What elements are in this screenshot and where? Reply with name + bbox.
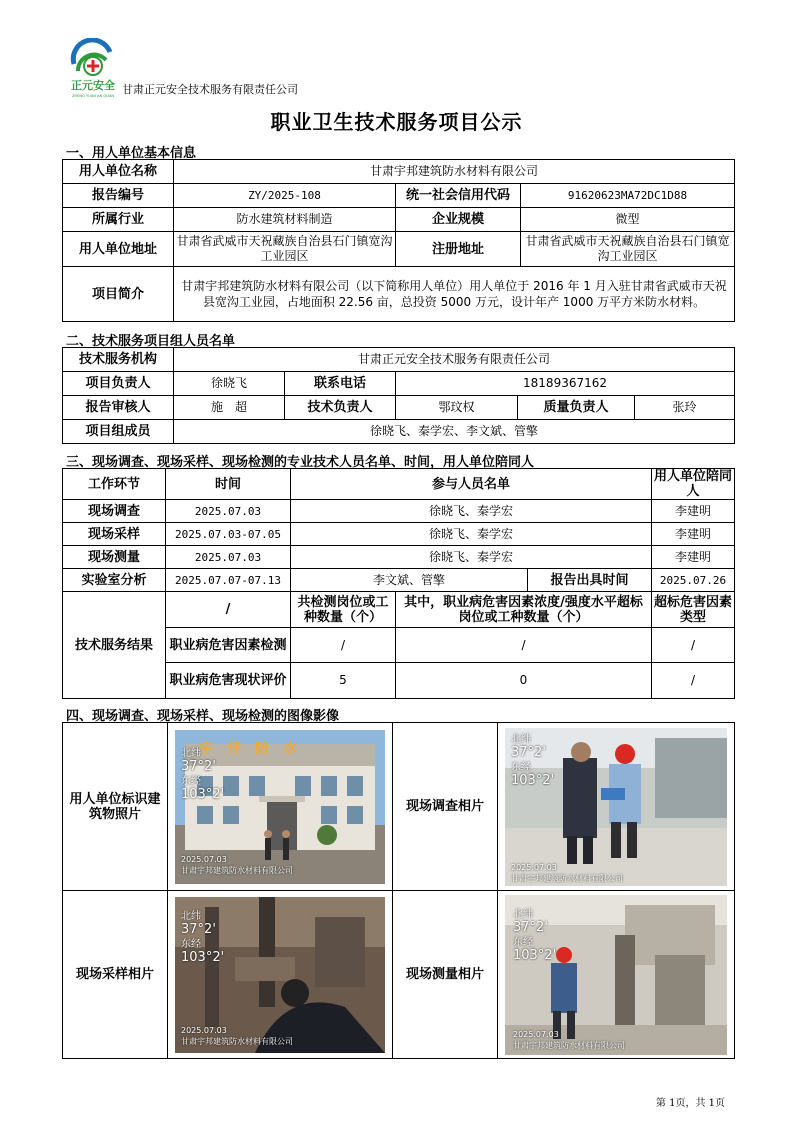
count-header: 共检测岗位或工种数量（个） — [291, 592, 396, 628]
section4-heading: 四、现场调查、现场采样、现场检测的图像影像 — [66, 709, 340, 724]
measure-photo — [505, 895, 727, 1055]
table-row — [63, 546, 735, 569]
people-cell: 徐晓飞、秦学宏 — [291, 523, 652, 546]
address-value: 甘肃省武威市天祝藏族自治县石门镇宽沟工业园区 — [174, 232, 396, 267]
lat-label: 北纬 — [181, 910, 201, 922]
report-no-label: 报告编号 — [63, 184, 174, 208]
lat-label: 北纬 — [511, 733, 531, 745]
table-row — [63, 723, 735, 891]
section1-heading: 一、用人单位基本信息 — [66, 146, 197, 161]
col-escort-header: 用人单位陪同人 — [652, 469, 735, 500]
photo-date: 2025.07.03 — [513, 1029, 559, 1039]
leader-label: 项目负责人 — [63, 372, 174, 396]
phone-value: 18189367162 — [396, 372, 735, 396]
sampling-photo-label: 现场采样相片 — [63, 891, 168, 1059]
lat-label: 北纬 — [513, 908, 533, 920]
address-label: 用人单位地址 — [63, 232, 174, 267]
lab-label: 实验室分析 — [63, 569, 166, 592]
lon-value: 103°2' — [181, 949, 225, 965]
table-row — [63, 267, 735, 322]
photo-date: 2025.07.03 — [181, 854, 227, 864]
intro-label: 项目简介 — [63, 267, 174, 322]
results-label: 技术服务结果 — [63, 592, 166, 699]
table-row — [63, 469, 735, 500]
col-time-header: 时间 — [166, 469, 291, 500]
sampling-photo-cell — [168, 891, 393, 1059]
time-cell: 2025.07.03-07.05 — [166, 523, 291, 546]
escort-cell: 李建明 — [652, 500, 735, 523]
credit-code-label: 统一社会信用代码 — [396, 184, 521, 208]
report-date-label: 报告出具时间 — [528, 569, 652, 592]
logo-text: 正元安全 — [71, 79, 115, 92]
col-stage-header: 工作环节 — [63, 469, 166, 500]
table-row — [63, 348, 735, 372]
credit-code-value: 91620623MA72DC1D88 — [521, 184, 735, 208]
col-people-header: 参与人员名单 — [291, 469, 652, 500]
reg-address-value: 甘肃省武威市天祝藏族自治县石门镇宽沟工业园区 — [521, 232, 735, 267]
stage-cell: 现场采样 — [63, 523, 166, 546]
table-row — [63, 232, 735, 267]
lab-time: 2025.07.07-07.13 — [166, 569, 291, 592]
quality-label: 质量负责人 — [518, 396, 635, 420]
lab-people: 李文斌、管擎 — [291, 569, 528, 592]
building-photo-cell — [168, 723, 393, 891]
tech-label: 技术负责人 — [285, 396, 396, 420]
time-cell: 2025.07.03 — [166, 500, 291, 523]
building-photo-label: 用人单位标识建筑物照片 — [63, 723, 168, 891]
lon-value: 103°2' — [181, 786, 225, 802]
members-label: 项目组成员 — [63, 420, 174, 444]
r1-exceed: / — [396, 628, 652, 663]
phone-label: 联系电话 — [285, 372, 396, 396]
photo-org: 甘肃宇邦建筑防水材料有限公司 — [181, 865, 293, 875]
table-row — [63, 500, 735, 523]
employer-label: 用人单位名称 — [63, 160, 174, 184]
survey-photo-cell — [498, 723, 735, 891]
escort-cell: 李建明 — [652, 523, 735, 546]
industry-value: 防水建筑材料制造 — [174, 208, 396, 232]
table-row — [63, 569, 735, 592]
lon-value: 103°2' — [511, 772, 555, 788]
employer-info-table — [62, 159, 735, 322]
table-row — [63, 891, 735, 1059]
section3-heading: 三、现场调查、现场采样、现场检测的专业技术人员名单、时间，用人单位陪同人 — [66, 455, 535, 470]
lat-value: 37°2' — [513, 919, 548, 935]
lat-label: 北纬 — [181, 747, 201, 759]
table-row — [63, 372, 735, 396]
survey-photo — [505, 728, 727, 886]
lon-label: 东经 — [511, 761, 531, 773]
tech-value: 鄂玟权 — [396, 396, 518, 420]
reg-address-label: 注册地址 — [396, 232, 521, 267]
lon-value: 103°2' — [513, 947, 557, 963]
r1-label: 职业病危害因素检测 — [166, 628, 291, 663]
lat-value: 37°2' — [181, 921, 216, 937]
table-row — [63, 396, 735, 420]
photo-org: 甘肃宇邦建筑防水材料有限公司 — [513, 1040, 625, 1050]
page-number: 第 1页，共 1页 — [655, 1098, 725, 1109]
reviewer-label: 报告审核人 — [63, 396, 174, 420]
r2-exceed: 0 — [396, 663, 652, 699]
table-row — [63, 208, 735, 232]
time-cell: 2025.07.03 — [166, 546, 291, 569]
photo-table — [62, 722, 735, 1059]
agency-label: 技术服务机构 — [63, 348, 174, 372]
stage-cell: 现场调查 — [63, 500, 166, 523]
table-row — [63, 184, 735, 208]
page-title: 职业卫生技术服务项目公示 — [270, 110, 523, 134]
intro-value: 甘肃宇邦建筑防水材料有限公司（以下简称用人单位）用人单位于 2016 年 1 月入驻甘肃省武威市天祝县宽沟工业园，占地面积 22.56 亩，总投资 5000 万元，设计年产 1000 万平方米防水材料。 — [174, 267, 735, 322]
photo-date: 2025.07.03 — [511, 862, 557, 872]
table-row — [63, 592, 735, 628]
logo-subtext: ZHENG YUAN AN QUAN — [71, 94, 115, 98]
scale-label: 企业规模 — [396, 208, 521, 232]
company-name-header: 甘肃正元安全技术服务有限责任公司 — [122, 83, 298, 96]
r1-count: / — [291, 628, 396, 663]
scale-value: 微型 — [521, 208, 735, 232]
lon-label: 东经 — [513, 936, 533, 948]
team-table — [62, 347, 735, 444]
r1-type: / — [652, 628, 735, 663]
r2-type: / — [652, 663, 735, 699]
report-date-value: 2025.07.26 — [652, 569, 735, 592]
employer-value: 甘肃宇邦建筑防水材料有限公司 — [174, 160, 735, 184]
stage-cell: 现场测量 — [63, 546, 166, 569]
survey-photo-label: 现场调查相片 — [393, 723, 498, 891]
results-slash: / — [166, 592, 291, 628]
r2-label: 职业病危害现状评价 — [166, 663, 291, 699]
industry-label: 所属行业 — [63, 208, 174, 232]
report-no-value: ZY/2025-108 — [174, 184, 396, 208]
members-value: 徐晓飞、秦学宏、李文斌、管擎 — [174, 420, 735, 444]
people-cell: 徐晓飞、秦学宏 — [291, 500, 652, 523]
measure-photo-cell — [498, 891, 735, 1059]
table-row — [63, 523, 735, 546]
field-work-table — [62, 468, 735, 699]
lat-value: 37°2' — [181, 758, 216, 774]
company-logo — [66, 38, 120, 100]
people-cell: 徐晓飞、秦学宏 — [291, 546, 652, 569]
lon-label: 东经 — [181, 775, 201, 787]
building-photo — [175, 730, 385, 884]
type-header: 超标危害因素类型 — [652, 592, 735, 628]
measure-photo-label: 现场测量相片 — [393, 891, 498, 1059]
exceed-header: 其中，职业病危害因素浓度/强度水平超标岗位或工种数量（个） — [396, 592, 652, 628]
quality-value: 张玲 — [635, 396, 735, 420]
leader-value: 徐晓飞 — [174, 372, 285, 396]
photo-date: 2025.07.03 — [181, 1025, 227, 1035]
r2-count: 5 — [291, 663, 396, 699]
logo-emblem-icon — [66, 38, 120, 100]
escort-cell: 李建明 — [652, 546, 735, 569]
table-row — [63, 420, 735, 444]
photo-org: 甘肃宇邦建筑防水材料有限公司 — [511, 873, 623, 883]
lat-value: 37°2' — [511, 744, 546, 760]
photo-org: 甘肃宇邦建筑防水材料有限公司 — [181, 1036, 293, 1046]
reviewer-value: 施 超 — [174, 396, 285, 420]
section2-heading: 二、技术服务项目组人员名单 — [66, 334, 236, 349]
sampling-photo — [175, 897, 385, 1053]
table-row — [63, 160, 735, 184]
lon-label: 东经 — [181, 938, 201, 950]
building-sign-text: 宇 邦 防 水 — [199, 740, 297, 757]
agency-value: 甘肃正元安全技术服务有限责任公司 — [174, 348, 735, 372]
